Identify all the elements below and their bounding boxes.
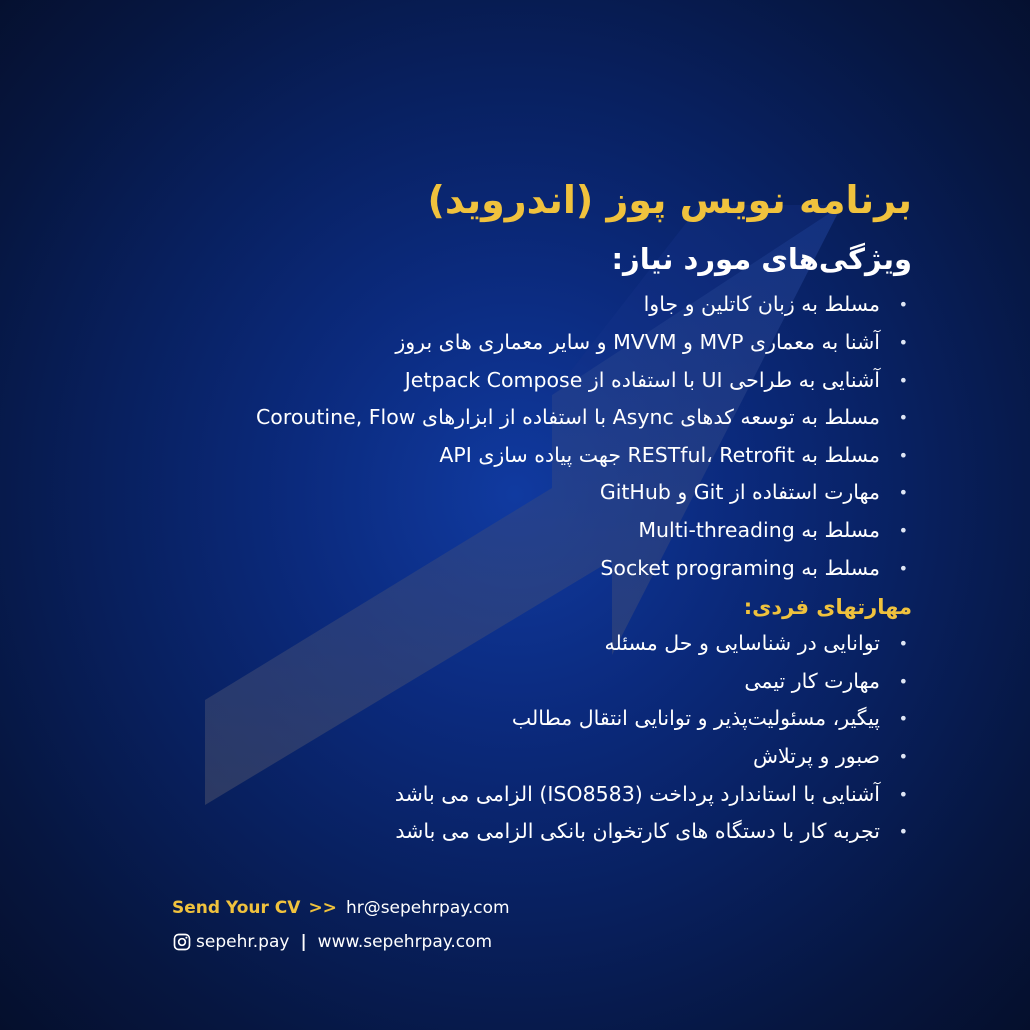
soft-skills-list	[112, 625, 912, 851]
bullet-icon: •	[898, 408, 908, 428]
double-chevron-icon: >>	[308, 898, 337, 918]
contact-footer	[172, 894, 510, 956]
list-item: • صبور و پرتلاش	[112, 738, 912, 776]
bullet-icon: •	[898, 634, 908, 654]
list-item: • مسلط به توسعه کدهای Async با استفاده از ابزارهای Coroutine, Flow	[112, 399, 912, 437]
bullet-icon: •	[898, 671, 908, 691]
social-row	[172, 928, 510, 956]
list-item: • توانایی در شناسایی و حل مسئله	[112, 625, 912, 663]
soft-skills-heading: مهارتهای فردی:	[743, 595, 912, 620]
bullet-icon: •	[898, 332, 908, 352]
list-item: • مسلط به Socket programing	[112, 550, 912, 588]
requirements-list	[112, 286, 912, 587]
instagram-handle-link[interactable]: sepehr.pay	[196, 932, 290, 952]
bullet-icon: •	[898, 746, 908, 766]
job-post-content	[112, 178, 912, 851]
bullet-icon: •	[898, 483, 908, 503]
list-item: • آشنایی به طراحی UI با استفاده از Jetpack Compose	[112, 362, 912, 400]
send-cv-label: Send Your CV	[172, 898, 301, 918]
bullet-icon: •	[898, 822, 908, 842]
requirements-heading: ویژگی‌های مورد نیاز:	[611, 241, 912, 276]
list-item: • مسلط به زبان کاتلین و جاوا	[112, 286, 912, 324]
list-item: • آشنا به معماری MVP و MVVM و سایر معماری های بروز	[112, 324, 912, 362]
list-item: • پیگیر، مسئولیت‌پذیر و توانایی انتقال مطالب	[112, 700, 912, 738]
bullet-icon: •	[898, 558, 908, 578]
job-title: برنامه نویس پوز (اندروید)	[427, 178, 912, 222]
bullet-icon: •	[898, 709, 908, 729]
bullet-icon: •	[898, 445, 908, 465]
bullet-icon: •	[898, 784, 908, 804]
bullet-icon: •	[898, 520, 908, 540]
list-item: • آشنایی با استاندارد پرداخت (ISO8583) الزامی می باشد	[112, 776, 912, 814]
email-link[interactable]: hr@sepehrpay.com	[345, 898, 510, 918]
list-item: • مسلط به RESTful، Retrofit جهت پیاده سازی API	[112, 437, 912, 475]
list-item: • مهارت استفاده از Git و GitHub	[112, 474, 912, 512]
footer-separator: |	[300, 932, 307, 952]
cv-row	[172, 894, 510, 922]
instagram-icon	[172, 932, 192, 952]
list-item: • تجربه کار با دستگاه های کارتخوان بانکی الزامی می باشد	[112, 813, 912, 851]
bullet-icon: •	[898, 370, 908, 390]
website-link[interactable]: www.sepehrpay.com	[317, 932, 493, 952]
list-item: • مسلط به Multi-threading	[112, 512, 912, 550]
bullet-icon: •	[898, 295, 908, 315]
list-item: • مهارت کار تیمی	[112, 663, 912, 701]
